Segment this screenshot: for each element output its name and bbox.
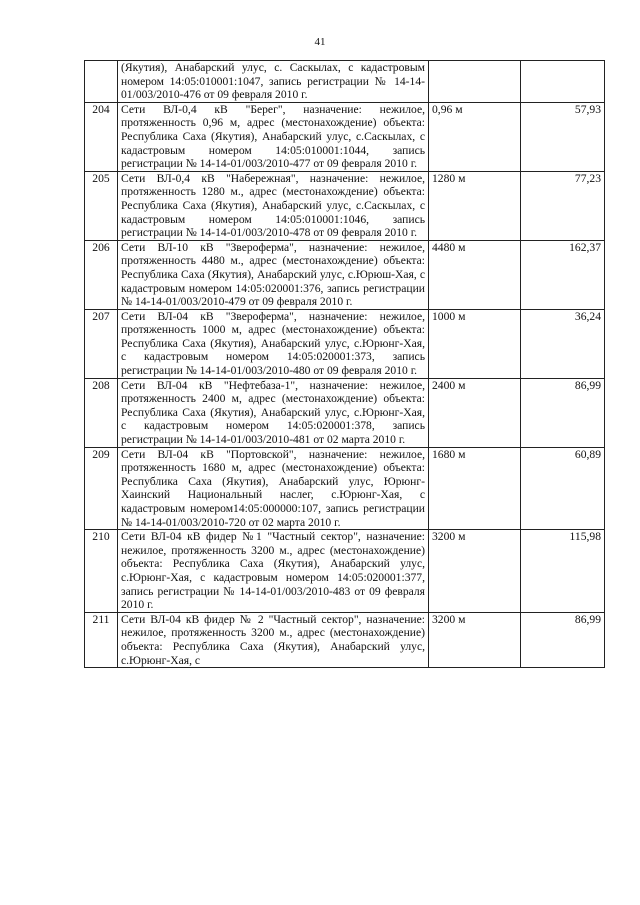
table-row [85,530,605,613]
row-length: 3200 м [429,530,521,613]
row-number: 206 [85,240,118,309]
row-length: 2400 м [429,378,521,447]
page-number: 41 [314,36,326,48]
table-row [85,378,605,447]
row-description: Сети ВЛ-04 кВ "Портовской", назначение: нежилое, протяженность 1680 м, адрес (местонахождение) объекта: Республика Саха (Якутия), Анабарский улус, Юрюнг-Хаинский Национальный наслег, с.Юрюнг-Хая, с кадастровым номером14:05:000000:107, запись регистрации № 14-14-01/003/2010-720 от 02 марта 2010 г. [118,447,429,530]
row-value [521,61,605,103]
row-number: 205 [85,171,118,240]
row-number: 209 [85,447,118,530]
row-length: 0,96 м [429,102,521,171]
row-description: Сети ВЛ-04 кВ фидер №1 "Частный сектор", назначение: нежилое, протяженность 3200 м., адрес (местонахождение) объекта: Республика Саха (Якутия), Анабарский улус, с.Юрюнг-Хая, с кадастровым номером 14:05:020001:377, запись регистрации № 14-14-01/003/2010-483 от 09 февраля 2010 г. [118,530,429,613]
row-description: Сети ВЛ-04 кВ "Звероферма", назначение: нежилое, протяженность 1000 м, адрес (местонахождение) объекта: Республика Саха (Якутия), Анабарский улус, с.Юрюнг-Хая, с кадастровым номером 14:05:020001:373, запись регистрации № 14-14-01/003/2010-480 от 09 февраля 2010 г. [118,309,429,378]
table-row [85,102,605,171]
row-value: 86,99 [521,378,605,447]
row-value: 162,37 [521,240,605,309]
row-length: 3200 м [429,612,521,667]
row-description: Сети ВЛ-0,4 кВ "Набережная", назначение: нежилое, протяженность 1280 м., адрес (местонахождение) объекта: Республика Саха (Якутия), Анабарский улус, с.Саскылах, с кадастровым номером 14:05:010001:1046, запись регистрации № 14-14-01/003/2010-478 от 09 февраля 2010 г. [118,171,429,240]
row-number: 207 [85,309,118,378]
table-row [85,61,605,103]
row-description: Сети ВЛ-10 кВ "Звероферма", назначение: нежилое, протяженность 4480 м., адрес (местонахождение) объекта: Республика Саха (Якутия), Анабарский улус, с.Юрюш-Хая, с кадастровым номером 14:05:020001:376, запись регистрации № 14-14-01/003/2010-479 от 09 февраля 2010 г. [118,240,429,309]
row-length: 1000 м [429,309,521,378]
property-registry-table [84,60,605,668]
row-description: Сети ВЛ-04 кВ фидер № 2 "Частный сектор", назначение: нежилое, протяженность 3200 м., адрес (местонахождение) объекта: Республика Саха (Якутия), Анабарский улус, с.Юрюнг-Хая, с [118,612,429,667]
row-length [429,61,521,103]
row-number: 210 [85,530,118,613]
row-description: (Якутия), Анабарский улус, с. Саскылах, с кадастровым номером 14:05:010001:1047, запись регистрации № 14-14-01/003/2010-476 от 09 февраля 2010 г. [118,61,429,103]
row-length: 1280 м [429,171,521,240]
row-value: 77,23 [521,171,605,240]
row-value: 60,89 [521,447,605,530]
row-description: Сети ВЛ-04 кВ "Нефтебаза-1", назначение: нежилое, протяженность 2400 м, адрес (местонахождение) объекта: Республика Саха (Якутия), Анабарский улус, с.Юрюнг-Хая, с кадастровым номером 14:05:020001:378, запись регистрации № 14-14-01/003/2010-481 от 02 марта 2010 г. [118,378,429,447]
row-number: 204 [85,102,118,171]
row-value: 57,93 [521,102,605,171]
table-row [85,240,605,309]
table-row [85,309,605,378]
table-row [85,447,605,530]
row-length: 4480 м [429,240,521,309]
row-description: Сети ВЛ-0,4 кВ "Берег", назначение: нежилое, протяженность 0,96 м, адрес (местонахождение) объекта: Республика Саха (Якутия), Анабарский улус, с.Саскылах, с кадастровым номером 14:05:010001:1044, запись регистрации № 14-14-01/003/2010-477 от 09 февраля 2010 г. [118,102,429,171]
row-value: 115,98 [521,530,605,613]
row-number: 211 [85,612,118,667]
row-value: 36,24 [521,309,605,378]
row-value: 86,99 [521,612,605,667]
row-number [85,61,118,103]
row-number: 208 [85,378,118,447]
row-length: 1680 м [429,447,521,530]
table-row [85,612,605,667]
table-row [85,171,605,240]
